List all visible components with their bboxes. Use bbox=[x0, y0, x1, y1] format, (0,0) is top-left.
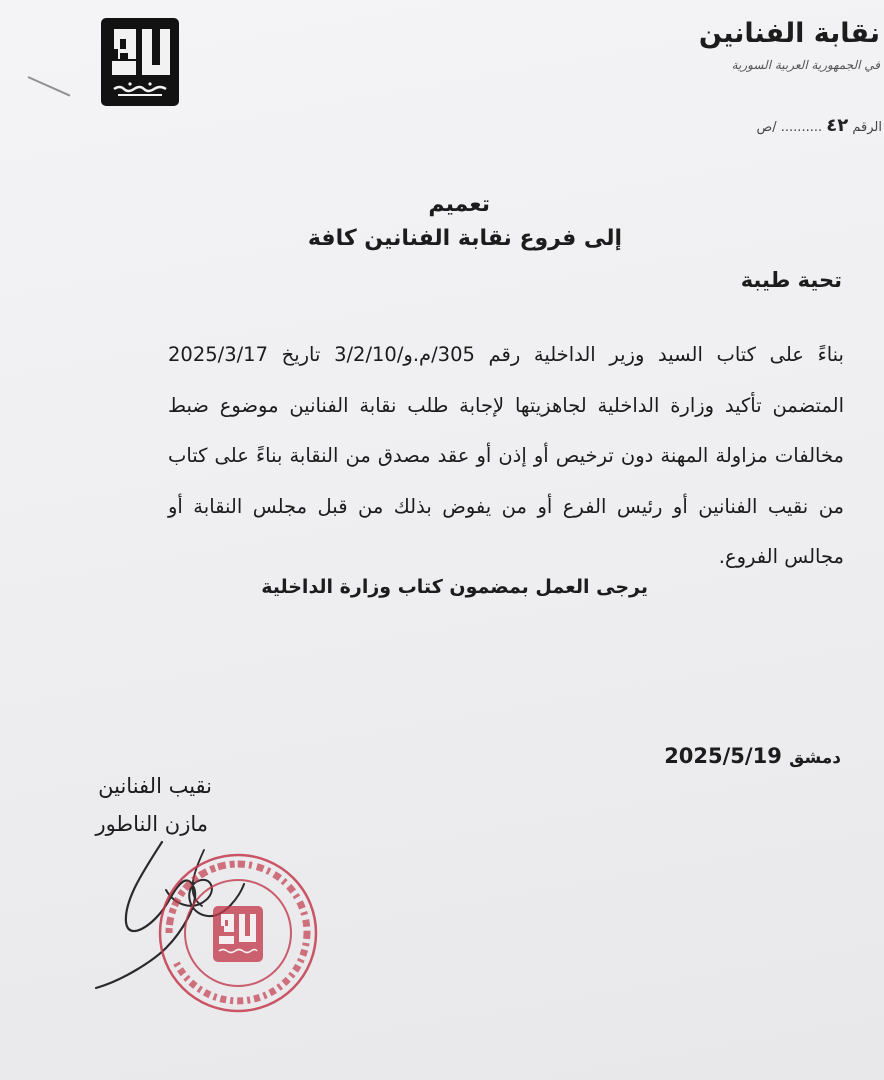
reference-label: الرقم bbox=[852, 120, 882, 135]
reference-number: ٤٢ bbox=[826, 115, 849, 136]
letter-date bbox=[664, 744, 841, 768]
letter-recipient: إلى فروع نقابة الفنانين كافة bbox=[307, 226, 622, 251]
date-value: 2025/5/19 bbox=[664, 744, 782, 768]
letter-instruction: يرجى العمل بمضمون كتاب وزارة الداخلية bbox=[261, 576, 648, 598]
signatory-title: نقيب الفنانين bbox=[98, 774, 212, 798]
letter-greeting: تحية طيبة bbox=[740, 268, 842, 292]
reference-suffix: /ص bbox=[756, 120, 777, 135]
date-place: دمشق bbox=[789, 748, 841, 768]
letterhead-org-name: نقابة الفنانين bbox=[698, 18, 880, 49]
letterhead-subtitle: في الجمهورية العربية السورية bbox=[731, 58, 880, 72]
letter-body: بناءً على كتاب السيد وزير الداخلية رقم 305/م.و/3/2/10 تاريخ 2025/3/17 المتضمن تأكيد وزارة الداخلية لجاهزيتها لإجابة طلب نقابة الفنانين موضوع ضبط مخالفات مزاولة المهنة دون ترخيص أو إذن أو عقد مصدق من النقابة بناءً على كتاب من نقيب الفنانين أو رئيس الفرع أو من يفوض بذلك من قبل مجلس النقابة أو مجالس الفروع. bbox=[168, 343, 844, 568]
letter-title: تعميم bbox=[428, 192, 490, 217]
signatory-name: مازن الناطور bbox=[95, 812, 208, 836]
union-logo bbox=[100, 17, 180, 107]
paper-fold-mark bbox=[28, 76, 71, 97]
reference-number-line: الرقم ٤٢ .......... /ص bbox=[756, 115, 882, 136]
official-seal bbox=[155, 850, 321, 1016]
